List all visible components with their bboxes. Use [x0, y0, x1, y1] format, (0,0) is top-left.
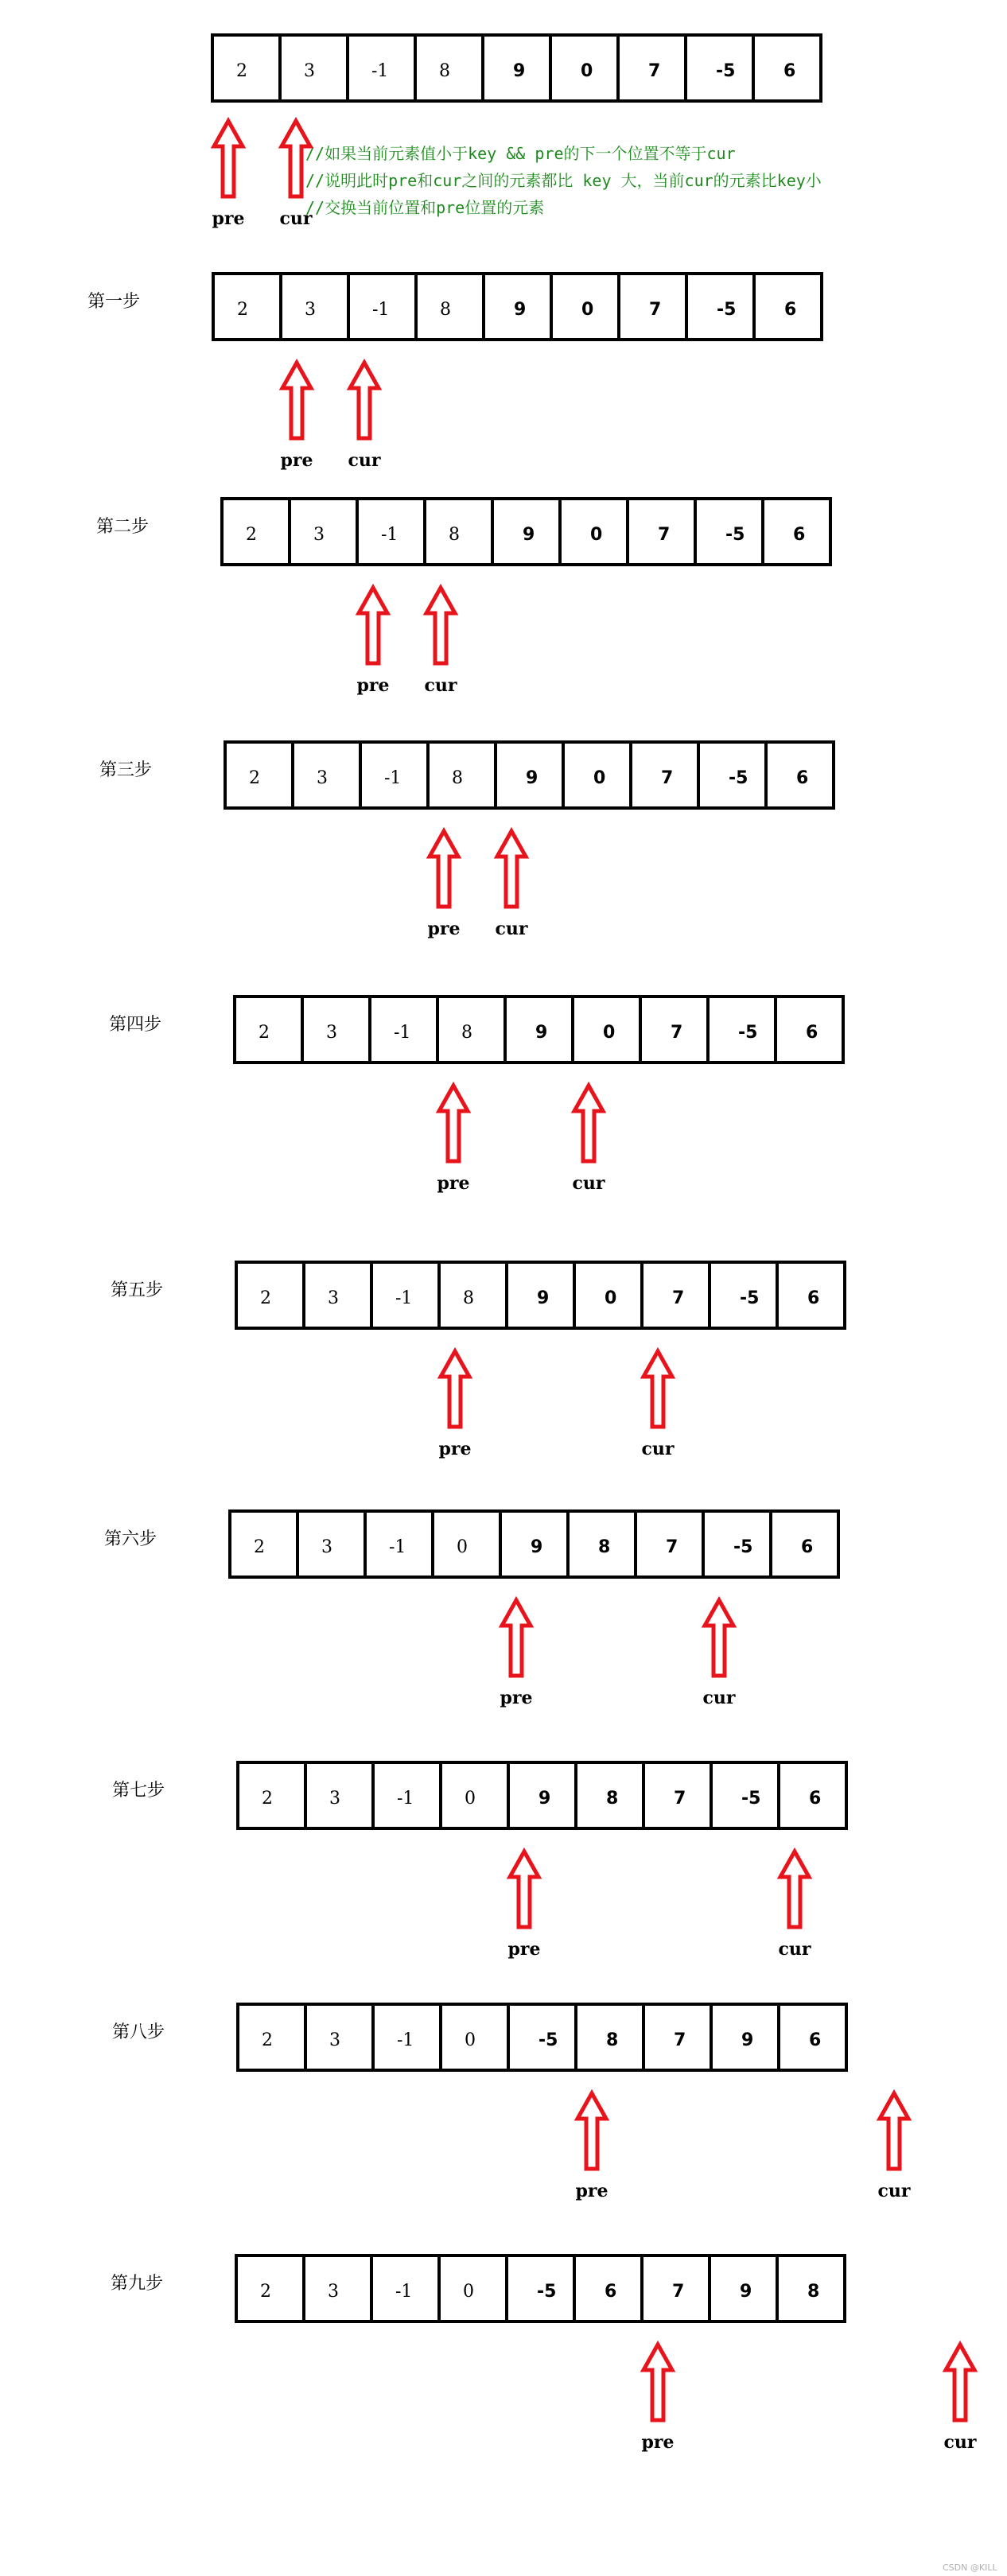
- array-value: 7: [666, 1537, 678, 1557]
- array-value: 2: [260, 1288, 271, 1308]
- array-value: 7: [661, 768, 674, 788]
- pre-arrow-icon: [643, 2345, 672, 2420]
- array-box: [236, 2255, 845, 2322]
- array-value: 0: [457, 1537, 468, 1557]
- cur-arrow-icon: [946, 2345, 974, 2420]
- array-value: 6: [784, 300, 797, 320]
- array-value: -1: [394, 1023, 411, 1043]
- array-value: 6: [801, 1537, 814, 1557]
- array-value: -1: [389, 1537, 406, 1557]
- array-value: 8: [440, 300, 451, 320]
- array-value: 0: [463, 2282, 474, 2302]
- array-value: 0: [465, 2030, 476, 2050]
- array-value: 2: [236, 61, 247, 81]
- step-row: [109, 997, 843, 1194]
- array-value: 9: [523, 525, 535, 545]
- cur-arrow-icon: [426, 588, 455, 663]
- pre-label: pre: [427, 919, 461, 939]
- step-row: [87, 274, 822, 471]
- step-row: [104, 1511, 838, 1708]
- array-value: 6: [783, 61, 796, 81]
- array-value: 8: [461, 1023, 472, 1043]
- array-value: 0: [465, 1789, 476, 1809]
- cur-label: cur: [778, 1939, 811, 1960]
- array-value: 9: [526, 768, 538, 788]
- array-value: 8: [463, 1288, 474, 1308]
- step-label: 第一步: [87, 292, 141, 312]
- array-value: -5: [740, 1288, 760, 1308]
- step-row: [112, 2004, 911, 2201]
- comment-line-2: //说明此时pre和cur之间的元素都比 key 大，当前cur的元素比key小: [305, 171, 822, 190]
- cur-arrow-icon: [880, 2093, 908, 2169]
- cur-label: cur: [424, 675, 457, 696]
- pre-label: pre: [437, 1173, 470, 1194]
- array-value: 3: [328, 1288, 339, 1308]
- cur-label: cur: [348, 450, 381, 471]
- pre-arrow-icon: [441, 1351, 469, 1427]
- array-box: [225, 742, 834, 808]
- array-value: -1: [384, 768, 402, 788]
- cur-label: cur: [641, 1439, 675, 1459]
- step-row: [99, 742, 834, 939]
- array-value: 2: [254, 1537, 265, 1557]
- pre-arrow-icon: [577, 2093, 606, 2169]
- array-value: 9: [538, 1789, 551, 1809]
- pre-arrow-icon: [359, 588, 387, 663]
- array-value: 3: [328, 2282, 339, 2302]
- array-value: 0: [581, 61, 593, 81]
- array-box: [212, 35, 821, 101]
- pre-arrow-icon: [214, 121, 243, 196]
- array-value: 6: [809, 2030, 822, 2050]
- step-row: [96, 499, 830, 696]
- pre-label: pre: [438, 1439, 472, 1459]
- cur-arrow-icon: [497, 831, 526, 907]
- array-value: 9: [740, 2282, 752, 2302]
- array-value: -5: [537, 2282, 557, 2302]
- comment-line-1: //如果当前元素值小于key && pre的下一个位置不等于cur: [305, 144, 736, 163]
- step-label: 第四步: [109, 1015, 162, 1035]
- comment-line-3: //交换当前位置和pre位置的元素: [305, 198, 545, 217]
- array-value: -5: [538, 2030, 558, 2050]
- array-value: 0: [593, 768, 606, 788]
- array-value: 9: [535, 1023, 548, 1043]
- array-value: 9: [514, 300, 527, 320]
- pre-arrow-icon: [282, 363, 311, 438]
- array-value: 8: [807, 2282, 820, 2302]
- pre-arrow-icon: [439, 1086, 468, 1161]
- array-value: -5: [716, 61, 736, 81]
- step-label: 第六步: [104, 1529, 157, 1549]
- cur-label: cur: [877, 2181, 911, 2201]
- array-value: -1: [371, 61, 389, 81]
- pre-arrow-icon: [502, 1600, 531, 1676]
- array-value: 6: [809, 1789, 822, 1809]
- array-value: 9: [513, 61, 526, 81]
- array-box: [230, 1511, 838, 1577]
- array-value: 6: [796, 768, 809, 788]
- array-value: 3: [329, 1789, 340, 1809]
- array-value: 7: [649, 300, 662, 320]
- cur-label: cur: [572, 1173, 605, 1194]
- watermark: CSDN @KILL: [943, 2562, 997, 2573]
- array-value: 7: [672, 1288, 685, 1308]
- array-value: 8: [598, 1537, 611, 1557]
- array-value: 0: [590, 525, 603, 545]
- pre-arrow-icon: [510, 1851, 538, 1927]
- array-value: 7: [648, 61, 661, 81]
- array-box: [213, 274, 822, 340]
- array-value: 7: [671, 1023, 683, 1043]
- array-value: 6: [807, 1288, 820, 1308]
- cur-label: cur: [943, 2432, 977, 2453]
- pre-label: pre: [575, 2181, 608, 2201]
- array-value: -1: [397, 2030, 414, 2050]
- array-value: 8: [439, 61, 450, 81]
- array-value: -5: [733, 1537, 753, 1557]
- array-value: 2: [237, 300, 248, 320]
- array-value: 0: [605, 1288, 617, 1308]
- array-value: -1: [395, 1288, 413, 1308]
- array-value: 2: [249, 768, 260, 788]
- array-box: [238, 1762, 846, 1828]
- cur-arrow-icon: [643, 1351, 672, 1427]
- code-comment-block: [305, 144, 822, 217]
- array-value: 7: [658, 525, 671, 545]
- array-value: 9: [741, 2030, 754, 2050]
- array-value: 3: [321, 1537, 332, 1557]
- array-value: 8: [452, 768, 463, 788]
- step-label: 第七步: [112, 1781, 165, 1801]
- array-value: 3: [305, 300, 316, 320]
- step-label: 第三步: [99, 760, 153, 780]
- array-value: 6: [806, 1023, 818, 1043]
- array-value: 2: [260, 2282, 271, 2302]
- step-label: 第五步: [111, 1280, 164, 1300]
- array-value: 6: [605, 2282, 617, 2302]
- array-value: -1: [381, 525, 399, 545]
- step-row: [111, 2255, 977, 2453]
- array-value: 3: [317, 768, 328, 788]
- step-row: [112, 1762, 846, 1960]
- array-value: 2: [262, 1789, 273, 1809]
- array-value: 7: [674, 1789, 686, 1809]
- array-value: 2: [259, 1023, 270, 1043]
- cur-arrow-icon: [705, 1600, 733, 1676]
- pre-arrow-icon: [430, 831, 458, 907]
- cur-label: cur: [495, 919, 528, 939]
- array-value: 7: [672, 2282, 685, 2302]
- cur-label: cur: [702, 1688, 736, 1708]
- array-value: -5: [717, 300, 737, 320]
- array-value: 9: [537, 1288, 550, 1308]
- step-label: 第八步: [112, 2022, 165, 2042]
- array-value: 3: [304, 61, 315, 81]
- cur-label: cur: [279, 208, 313, 229]
- array-value: 2: [262, 2030, 273, 2050]
- pre-label: pre: [641, 2432, 675, 2453]
- array-value: 0: [603, 1023, 616, 1043]
- pre-label: pre: [500, 1688, 533, 1708]
- cur-arrow-icon: [780, 1851, 809, 1927]
- array-value: -1: [372, 300, 390, 320]
- array-value: 6: [793, 525, 806, 545]
- array-value: 8: [606, 2030, 619, 2050]
- array-value: 9: [531, 1537, 543, 1557]
- array-value: 3: [313, 525, 325, 545]
- array-value: 7: [674, 2030, 686, 2050]
- array-box: [235, 997, 843, 1063]
- array-box: [222, 499, 830, 565]
- step-row: [111, 1262, 845, 1459]
- pre-label: pre: [212, 208, 245, 229]
- array-value: -1: [397, 1789, 414, 1809]
- pre-label: pre: [507, 1939, 541, 1960]
- array-value: -5: [725, 525, 745, 545]
- array-value: -5: [738, 1023, 758, 1043]
- array-value: 0: [581, 300, 594, 320]
- array-box: [238, 2004, 846, 2070]
- cur-arrow-icon: [574, 1086, 603, 1161]
- step-label: 第九步: [111, 2274, 164, 2294]
- array-value: 2: [246, 525, 257, 545]
- array-box: [236, 1262, 845, 1328]
- array-value: 3: [329, 2030, 340, 2050]
- pre-label: pre: [280, 450, 313, 471]
- array-value: 3: [326, 1023, 337, 1043]
- array-value: -5: [729, 768, 748, 788]
- pre-label: pre: [356, 675, 390, 696]
- array-value: -1: [395, 2282, 413, 2302]
- array-value: -5: [741, 1789, 761, 1809]
- step-label: 第二步: [96, 517, 150, 537]
- array-value: 8: [449, 525, 460, 545]
- array-value: 8: [606, 1789, 619, 1809]
- cur-arrow-icon: [350, 363, 379, 438]
